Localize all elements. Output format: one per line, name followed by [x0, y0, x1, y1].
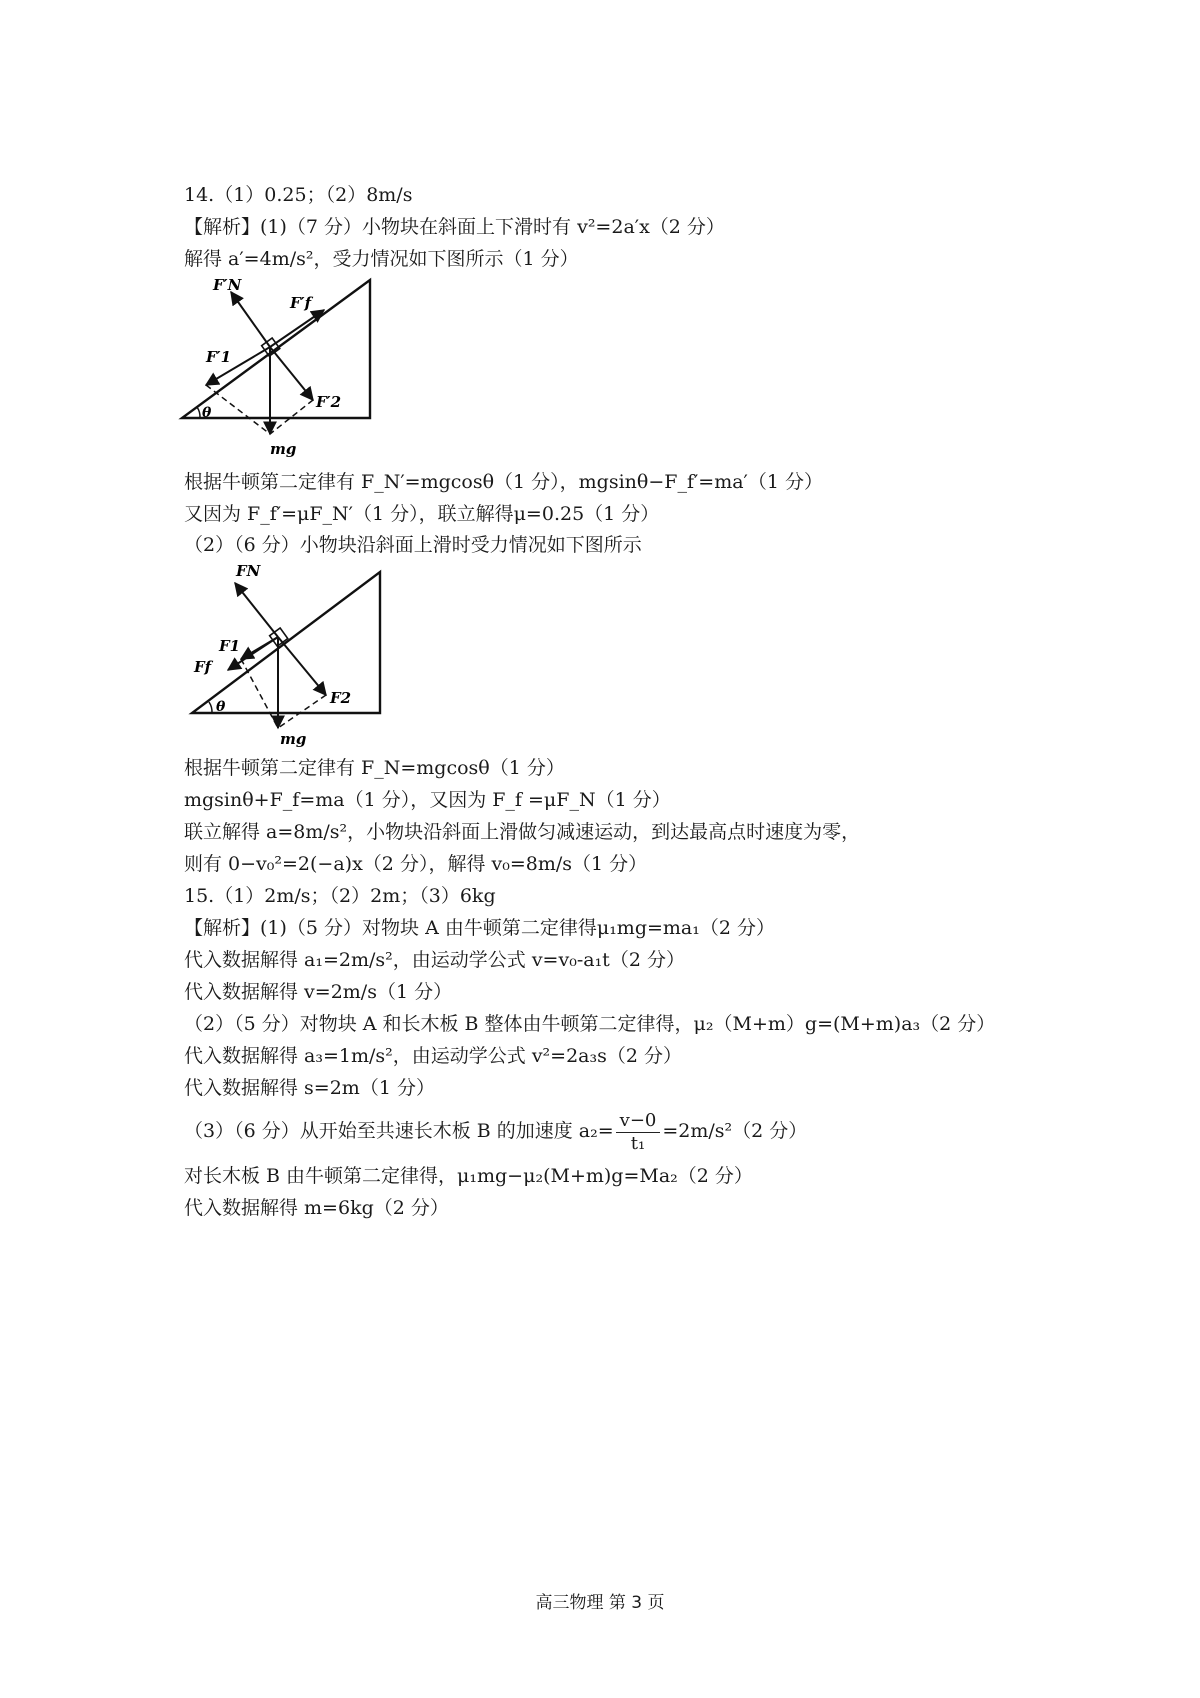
force-diagram-sliding-down — [178, 272, 388, 457]
friction-force-label: F′f — [290, 294, 312, 312]
solution-15-line: （2）（5 分）对物块 A 和长木板 B 整体由牛顿第二定律得，μ₂（M+m）g=(M+m)a₃（2 分） — [184, 1013, 996, 1035]
component-f1-label: F′1 — [206, 348, 232, 366]
weight-label: mg — [270, 440, 297, 457]
normal-force-label: F′N — [213, 276, 242, 294]
angle-theta-label: θ — [216, 699, 226, 715]
component-f2-label: F2 — [330, 689, 352, 707]
component-f1-label: F1 — [219, 637, 241, 655]
weight-label: mg — [280, 730, 307, 748]
solution-15-line: 【解析】(1)（5 分）对物块 A 由牛顿第二定律得μ₁mg=ma₁（2 分） — [184, 917, 775, 939]
angle-theta-label: θ — [202, 405, 212, 421]
page-footer: 高三物理 第 3 页 — [535, 1593, 665, 1613]
solution-15-line: 代入数据解得 a₁=2m/s²，由运动学公式 v=v₀-a₁t（2 分） — [184, 949, 685, 971]
fraction-numerator: v−0 — [616, 1110, 661, 1133]
solution-15-fraction-line — [184, 1106, 807, 1156]
acceleration-fraction — [616, 1110, 661, 1155]
solution-14-line: （2）（6 分）小物块沿斜面上滑时受力情况如下图所示 — [184, 534, 642, 556]
fraction-line-prefix: （3）（6 分）从开始至共速长木板 B 的加速度 a₂= — [184, 1120, 614, 1142]
solution-14-line: 则有 0−v₀²=2(−a)x（2 分），解得 v₀=8m/s（1 分） — [184, 853, 648, 875]
solution-14-line: 根据牛顿第二定律有 F_N′=mgcosθ（1 分），mgsinθ−F_f′=ma′（1 分） — [184, 471, 823, 493]
answer-14-summary: 14.（1）0.25；（2）8m/s — [184, 184, 413, 206]
component-f2-label: F′2 — [316, 393, 342, 411]
solution-14-line: 联立解得 a=8m/s²，小物块沿斜面上滑做匀减速运动，到达最高点时速度为零， — [184, 821, 861, 843]
solution-14-line: 又因为 F_f′=μF_N′（1 分），联立解得μ=0.25（1 分） — [184, 503, 660, 525]
solution-15-line: 代入数据解得 m=6kg（2 分） — [184, 1197, 449, 1219]
fraction-denominator: t₁ — [630, 1132, 646, 1154]
answer-15-summary: 15.（1）2m/s；（2）2m；（3）6kg — [184, 885, 496, 907]
friction-force-label: Ff — [194, 658, 212, 676]
normal-force-label: FN — [236, 562, 261, 580]
solution-15-line: 代入数据解得 a₃=1m/s²，由运动学公式 v²=2a₃s（2 分） — [184, 1045, 682, 1067]
solution-14-line: mgsinθ+F_f=ma（1 分），又因为 F_f =μF_N（1 分） — [184, 789, 671, 811]
solution-15-line: 代入数据解得 s=2m（1 分） — [184, 1077, 435, 1099]
solution-14-line: 解得 a′=4m/s²，受力情况如下图所示（1 分） — [184, 248, 579, 270]
solution-15-line: 对长木板 B 由牛顿第二定律得，μ₁mg−μ₂(M+m)g=Ma₂（2 分） — [184, 1165, 753, 1187]
fraction-line-suffix: =2m/s²（2 分） — [662, 1120, 808, 1142]
force-diagram-sliding-up — [186, 558, 396, 748]
solution-14-line: 【解析】(1)（7 分）小物块在斜面上下滑时有 v²=2a′x（2 分） — [184, 216, 725, 238]
solution-14-line: 根据牛顿第二定律有 F_N=mgcosθ（1 分） — [184, 757, 565, 779]
solution-15-line: 代入数据解得 v=2m/s（1 分） — [184, 981, 453, 1003]
